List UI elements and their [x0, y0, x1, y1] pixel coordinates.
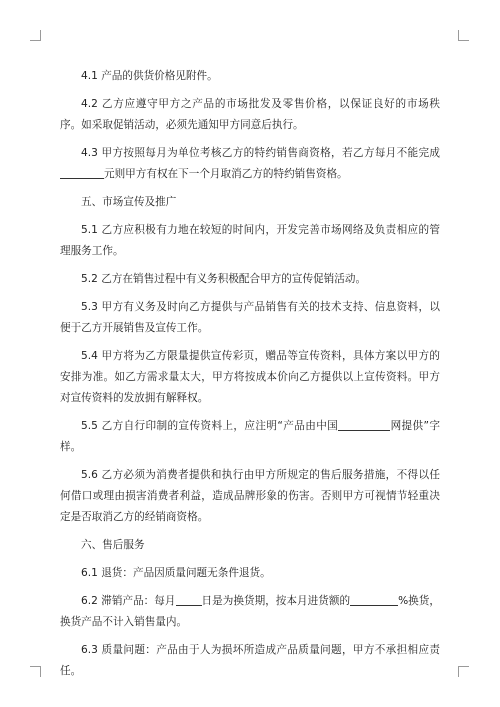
clause-6-2-text-b: 日是为换货期，按本月进货额的	[201, 595, 351, 607]
clause-6-1: 6.1 退货：产品因质量问题无条件退货。	[81, 567, 271, 579]
clause-4-3-text-a: 4.3 甲方按照每月为单位考核乙方的特约销售商资格，若乙方每月不能完成	[81, 147, 440, 159]
section-5-heading: 五、市场宣传及推广	[81, 196, 177, 208]
clause-5-5-text-b: 网提供”字样。	[60, 420, 440, 453]
monthly-target-blank	[60, 166, 84, 179]
page-corner-mark-top-right	[458, 30, 469, 41]
clause-6-2-text-c: %换货，换货产品不计入销售量内。	[60, 595, 440, 628]
clause-4-3-text-b: 元则甲方有权在下一个月取消乙方的特约销售资格。	[104, 168, 348, 180]
clause-5-4: 5.4 甲方将为乙方限量提供宣传彩页，赠品等宣传资料，具体方案以甲方的安排为准。如乙方需求量太大，甲方将按成本价向乙方提供以上宣传资料。甲方对宣传资料的发放拥有解释权。	[60, 350, 440, 404]
clause-5-5-text-a: 5.5 乙方自行印制的宣传资料上，应注明“产品由中国	[81, 420, 339, 432]
clause-5-3: 5.3 甲方有义务及时向乙方提供与产品销售有关的技术支持、信息资料，以便于乙方开展销售及宣传工作。	[60, 301, 440, 334]
page-corner-mark-top-left	[30, 30, 41, 41]
exchange-percent-blank	[350, 593, 398, 606]
section-6-heading: 六、售后服务	[81, 539, 145, 551]
monthly-target-blank-continued	[84, 166, 104, 179]
clause-6-3: 6.3 质量问题：产品由于人为损坏所造成产品质量问题，甲方不承担相应责任。	[60, 644, 440, 677]
page-corner-mark-bottom-right	[458, 666, 469, 677]
clause-5-1: 5.1 乙方应积极有力地在较短的时间内，开发完善市场网络及负责相应的管理服务工作。	[60, 224, 440, 257]
clause-5-5	[60, 416, 440, 458]
clause-4-2: 4.2 乙方应遵守甲方之产品的市场批发及零售价格，以保证良好的市场秩序。如采取促销活动，必须先通知甲方同意后执行。	[60, 98, 440, 131]
clause-5-6: 5.6 乙方必须为消费者提供和执行由甲方所规定的售后服务措施，不得以任何借口或理由损害消费者利益，造成品牌形象的伤害。否则甲方可视情节轻重决定是否取消乙方的经销商资格。	[60, 469, 440, 523]
website-name-blank	[338, 418, 390, 431]
clause-4-1: 4.1 产品的供货价格见附件。	[81, 70, 218, 82]
clause-6-2	[60, 591, 440, 633]
clause-5-2: 5.2 乙方在销售过程中有义务积极配合甲方的宣传促销活动。	[81, 273, 367, 285]
exchange-day-blank	[176, 593, 202, 606]
clause-6-2-text-a: 6.2 滞销产品：每月	[81, 595, 176, 607]
clause-4-3	[60, 143, 440, 185]
page-corner-mark-bottom-left	[30, 666, 41, 677]
document-body	[60, 66, 440, 689]
